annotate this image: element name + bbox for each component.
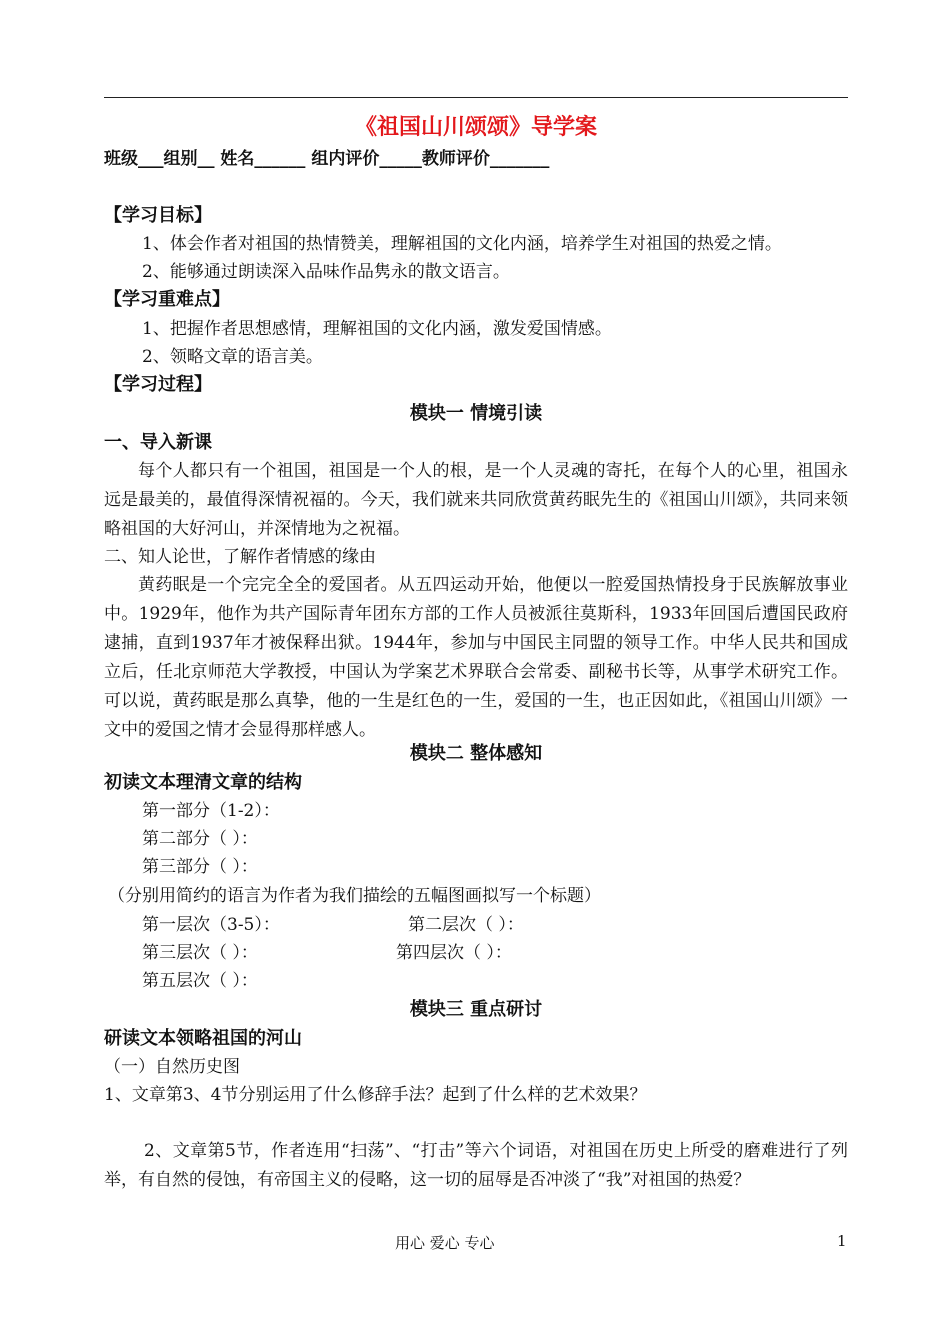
structure-part: 第二部分（ ）： <box>142 829 258 849</box>
student-info-line: 班级___组别__ 姓名______ 组内评价_____教师评价_______ <box>104 149 550 169</box>
page-title: 《祖国山川颂颂》导学案 <box>354 115 597 140</box>
subsection-heading: 一、导入新课 <box>104 432 212 453</box>
structure-layer: 第一层次（3-5）： <box>142 915 280 935</box>
section-heading-process: 【学习过程】 <box>104 374 212 395</box>
question-item: 2、文章第5节，作者连用“扫荡”、“打击”等六个词语，对祖国在历史上所受的磨难进行了列举，有自然的侵蚀，有帝国主义的侵略，这一切的屈辱是否冲淡了“我”对祖国的热爱？ <box>104 1141 848 1190</box>
intro-paragraph: 每个人都只有一个祖国，祖国是一个人的根，是一个人灵魂的寄托，在每个人的心里，祖国永远是最美的，最值得深情祝福的。今天，我们就来共同欣赏黄药眠先生的《祖国山川颂》，共同来领略祖国的大好河山，并深情地为之祝福。 <box>104 461 848 539</box>
footer-slogan: 用心 爱心 专心 <box>395 1234 495 1252</box>
structure-part: 第一部分（1-2）： <box>142 801 280 821</box>
sub-topic: （一）自然历史图 <box>104 1057 240 1077</box>
structure-layer: 第五层次（ ）： <box>142 971 258 991</box>
structure-layer: 第二层次（ ）： <box>408 915 524 935</box>
key-point-item: 1、把握作者思想感情，理解祖国的文化内涵，激发爱国情感。 <box>142 319 612 339</box>
module-heading: 模块三 重点研讨 <box>409 999 543 1020</box>
author-paragraph: 黄药眠是一个完完全全的爱国者。从五四运动开始，他便以一腔爱国热情投身于民族解放事业中。1929年，他作为共产国际青年团东方部的工作人员被派往莫斯科，1933年回国后遭国民政府逮捕，直到1937年才被保释出狱。1944年，参加与中国民主同盟的领导工作。中华人民共和国成立后，任北京师范大学教授，中国认为学案艺术界联合会常委、副秘书长等，从事学术研究工作。可以说，黄药眠是那么真挚，他的一生是红色的一生，爱国的一生，也正因如此，《祖国山川颂》一文中的爱国之情才会显得那样感人。 <box>104 575 848 740</box>
module-heading: 模块二 整体感知 <box>409 743 543 764</box>
subsection-heading: 初读文本理清文章的结构 <box>104 772 302 793</box>
structure-layer: 第三层次（ ）： <box>142 943 258 963</box>
goal-item: 1、体会作者对祖国的热情赞美，理解祖国的文化内涵，培养学生对祖国的热爱之情。 <box>142 234 782 254</box>
question-item: 1、文章第3、4节分别运用了什么修辞手法？起到了什么样的艺术效果？ <box>104 1085 647 1105</box>
header-rule <box>104 97 848 98</box>
module-heading: 模块一 情境引读 <box>409 403 543 424</box>
key-point-item: 2、领略文章的语言美。 <box>142 347 323 367</box>
section-heading-goals: 【学习目标】 <box>104 205 212 226</box>
page-number: 1 <box>837 1232 847 1250</box>
goal-item: 2、能够通过朗读深入品味作品隽永的散文语言。 <box>142 262 510 282</box>
section-heading-key-points: 【学习重难点】 <box>104 289 230 310</box>
subsection-heading: 二、知人论世，了解作者情感的缘由 <box>104 547 376 567</box>
subsection-heading: 研读文本领略祖国的河山 <box>104 1028 302 1049</box>
structure-note: （分别用简约的语言为作者为我们描绘的五幅图画拟写一个标题） <box>108 886 601 906</box>
structure-part: 第三部分（ ）： <box>142 857 258 877</box>
structure-layer: 第四层次（ ）： <box>396 943 512 963</box>
